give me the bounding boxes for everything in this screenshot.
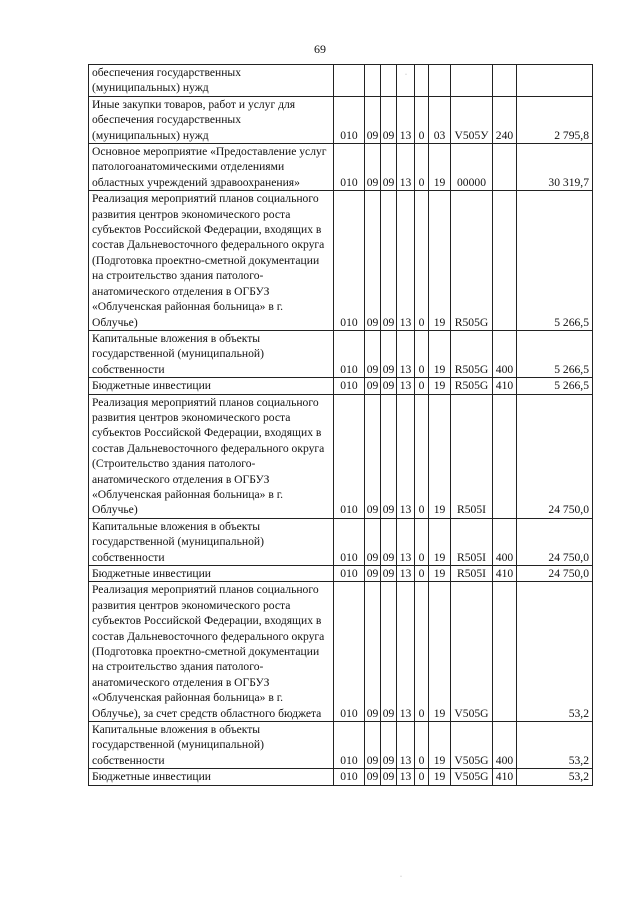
target-code-2: 0 bbox=[415, 96, 429, 143]
target-code-4: V505G bbox=[451, 722, 493, 769]
target-code-4: V505G bbox=[451, 769, 493, 785]
subsection-code: 09 bbox=[381, 378, 397, 394]
row-name: Иные закупки товаров, работ и услуг для обеспечения государственных (муниципальных) нужд bbox=[89, 96, 334, 143]
section-code: 09 bbox=[365, 582, 381, 722]
admin-code: 010 bbox=[334, 769, 365, 785]
target-code-2: 0 bbox=[415, 769, 429, 785]
subsection-code: 09 bbox=[381, 722, 397, 769]
table-row bbox=[89, 330, 593, 377]
subsection-code: 09 bbox=[381, 518, 397, 565]
expense-type-code: 400 bbox=[493, 330, 517, 377]
amount: 53,2 bbox=[517, 769, 593, 785]
target-code-1: 13 bbox=[397, 722, 415, 769]
target-code-2: 0 bbox=[415, 191, 429, 331]
admin-code: 010 bbox=[334, 582, 365, 722]
section-code: 09 bbox=[365, 330, 381, 377]
target-code-3: 19 bbox=[429, 378, 451, 394]
target-code-1: 13 bbox=[397, 566, 415, 582]
target-code-3: 19 bbox=[429, 582, 451, 722]
target-code-4: R505I bbox=[451, 566, 493, 582]
expense-type-code: 410 bbox=[493, 378, 517, 394]
target-code-1: 13 bbox=[397, 144, 415, 191]
target-code-2: 0 bbox=[415, 330, 429, 377]
admin-code: 010 bbox=[334, 96, 365, 143]
target-code-4: R505I bbox=[451, 394, 493, 518]
expense-type-code: 400 bbox=[493, 518, 517, 565]
expense-type-code: 240 bbox=[493, 96, 517, 143]
expense-type-code: 410 bbox=[493, 769, 517, 785]
amount: 5 266,5 bbox=[517, 191, 593, 331]
amount: 24 750,0 bbox=[517, 566, 593, 582]
target-code-1: 13 bbox=[397, 769, 415, 785]
section-code: 09 bbox=[365, 144, 381, 191]
table-row bbox=[89, 769, 593, 785]
target-code-2: 0 bbox=[415, 722, 429, 769]
table-row bbox=[89, 96, 593, 143]
admin-code bbox=[334, 65, 365, 97]
expense-type-code bbox=[493, 65, 517, 97]
table-row bbox=[89, 378, 593, 394]
target-code-1: 13 bbox=[397, 96, 415, 143]
table-row bbox=[89, 144, 593, 191]
target-code-1: 13 bbox=[397, 518, 415, 565]
page-number: 69 bbox=[314, 42, 326, 56]
target-code-2 bbox=[415, 65, 429, 97]
amount: 2 795,8 bbox=[517, 96, 593, 143]
target-code-1: 13 bbox=[397, 330, 415, 377]
admin-code: 010 bbox=[334, 722, 365, 769]
row-name: Бюджетные инвестиции bbox=[89, 769, 334, 785]
target-code-1: 13 bbox=[397, 394, 415, 518]
admin-code: 010 bbox=[334, 191, 365, 331]
scan-speck: · bbox=[400, 874, 402, 880]
row-name: Реализация мероприятий планов социального развития центров экономического роста субъектов Российской Федерации, входящих в состав Дальневосточного федерального округа (Строительство здания патолого-анатомического отделения в ОГБУЗ «Облученская районная больница» в г. Облучье) bbox=[89, 394, 334, 518]
target-code-2: 0 bbox=[415, 378, 429, 394]
amount bbox=[517, 65, 593, 97]
admin-code: 010 bbox=[334, 378, 365, 394]
section-code: 09 bbox=[365, 378, 381, 394]
section-code: 09 bbox=[365, 722, 381, 769]
target-code-4 bbox=[451, 65, 493, 97]
row-name: обеспечения государственных (муниципальных) нужд bbox=[89, 65, 334, 97]
section-code: 09 bbox=[365, 566, 381, 582]
target-code-1 bbox=[397, 65, 415, 97]
expense-type-code: 410 bbox=[493, 566, 517, 582]
amount: 5 266,5 bbox=[517, 330, 593, 377]
target-code-4: R505I bbox=[451, 518, 493, 565]
row-name: Капитальные вложения в объекты государственной (муниципальной) собственности bbox=[89, 722, 334, 769]
row-name: Реализация мероприятий планов социального развития центров экономического роста субъектов Российской Федерации, входящих в состав Дальневосточного федерального округа (Подготовка проектно-сметной документации на строительство здания патолого-анатомического отделения в ОГБУЗ «Облученская районная больница» в г. Облучье) bbox=[89, 191, 334, 331]
expense-type-code bbox=[493, 144, 517, 191]
admin-code: 010 bbox=[334, 330, 365, 377]
target-code-3: 19 bbox=[429, 769, 451, 785]
target-code-2: 0 bbox=[415, 394, 429, 518]
target-code-2: 0 bbox=[415, 582, 429, 722]
subsection-code: 09 bbox=[381, 144, 397, 191]
target-code-1: 13 bbox=[397, 582, 415, 722]
table-row bbox=[89, 394, 593, 518]
table-row bbox=[89, 518, 593, 565]
target-code-3: 19 bbox=[429, 394, 451, 518]
target-code-4: R505G bbox=[451, 330, 493, 377]
subsection-code: 09 bbox=[381, 394, 397, 518]
row-name: Капитальные вложения в объекты государственной (муниципальной) собственности bbox=[89, 330, 334, 377]
target-code-4: R505G bbox=[451, 191, 493, 331]
row-name: Бюджетные инвестиции bbox=[89, 378, 334, 394]
table-row bbox=[89, 722, 593, 769]
admin-code: 010 bbox=[334, 144, 365, 191]
admin-code: 010 bbox=[334, 566, 365, 582]
target-code-3: 19 bbox=[429, 144, 451, 191]
target-code-2: 0 bbox=[415, 566, 429, 582]
subsection-code: 09 bbox=[381, 582, 397, 722]
amount: 53,2 bbox=[517, 582, 593, 722]
target-code-3 bbox=[429, 65, 451, 97]
admin-code: 010 bbox=[334, 518, 365, 565]
expense-type-code bbox=[493, 582, 517, 722]
scan-speck: · bbox=[405, 72, 407, 78]
target-code-3: 19 bbox=[429, 191, 451, 331]
target-code-4: V505G bbox=[451, 582, 493, 722]
target-code-3: 19 bbox=[429, 518, 451, 565]
subsection-code: 09 bbox=[381, 769, 397, 785]
budget-table bbox=[88, 64, 593, 786]
admin-code: 010 bbox=[334, 394, 365, 518]
table-row bbox=[89, 566, 593, 582]
section-code: 09 bbox=[365, 518, 381, 565]
row-name: Реализация мероприятий планов социального развития центров экономического роста субъектов Российской Федерации, входящих в состав Дальневосточного федерального округа (Подготовка проектно-сметной документации на строительство здания патолого-анатомического отделения в ОГБУЗ «Облученская районная больница» в г. Облучье), за счет средств областного бюджета bbox=[89, 582, 334, 722]
expense-type-code bbox=[493, 191, 517, 331]
expense-type-code bbox=[493, 394, 517, 518]
table-row bbox=[89, 65, 593, 97]
section-code bbox=[365, 65, 381, 97]
subsection-code: 09 bbox=[381, 96, 397, 143]
target-code-3: 19 bbox=[429, 330, 451, 377]
subsection-code bbox=[381, 65, 397, 97]
target-code-4: 00000 bbox=[451, 144, 493, 191]
section-code: 09 bbox=[365, 191, 381, 331]
table-row bbox=[89, 191, 593, 331]
amount: 30 319,7 bbox=[517, 144, 593, 191]
expense-type-code: 400 bbox=[493, 722, 517, 769]
target-code-3: 19 bbox=[429, 722, 451, 769]
amount: 53,2 bbox=[517, 722, 593, 769]
amount: 24 750,0 bbox=[517, 394, 593, 518]
section-code: 09 bbox=[365, 394, 381, 518]
subsection-code: 09 bbox=[381, 191, 397, 331]
target-code-1: 13 bbox=[397, 191, 415, 331]
subsection-code: 09 bbox=[381, 566, 397, 582]
section-code: 09 bbox=[365, 96, 381, 143]
row-name: Бюджетные инвестиции bbox=[89, 566, 334, 582]
target-code-3: 03 bbox=[429, 96, 451, 143]
target-code-2: 0 bbox=[415, 518, 429, 565]
table-row bbox=[89, 582, 593, 722]
row-name: Капитальные вложения в объекты государственной (муниципальной) собственности bbox=[89, 518, 334, 565]
section-code: 09 bbox=[365, 769, 381, 785]
amount: 24 750,0 bbox=[517, 518, 593, 565]
subsection-code: 09 bbox=[381, 330, 397, 377]
amount: 5 266,5 bbox=[517, 378, 593, 394]
target-code-4: R505G bbox=[451, 378, 493, 394]
target-code-3: 19 bbox=[429, 566, 451, 582]
row-name: Основное мероприятие «Предоставление услуг патологоанатомическими отделениями областных учреждений здравоохранения» bbox=[89, 144, 334, 191]
target-code-4: V505У bbox=[451, 96, 493, 143]
target-code-2: 0 bbox=[415, 144, 429, 191]
target-code-1: 13 bbox=[397, 378, 415, 394]
